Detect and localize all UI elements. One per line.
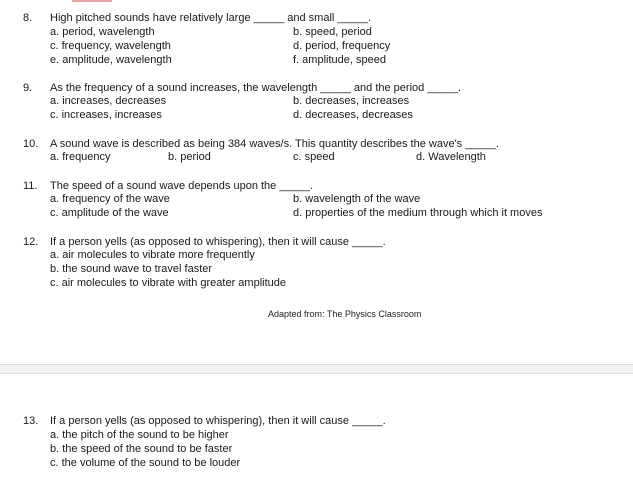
option-a: a. air molecules to vibrate more frequently	[50, 249, 255, 261]
question-stem: As the frequency of a sound increases, the wavelength _____ and the period _____.	[50, 82, 461, 94]
question-stem: A sound wave is described as being 384 waves/s. This quantity describes the wave's _____.	[50, 138, 499, 150]
source-credit: Adapted from: The Physics Classroom	[268, 309, 422, 319]
option-d: d. decreases, decreases	[293, 109, 413, 121]
option-b: b. period	[168, 151, 211, 163]
option-b: b. wavelength of the wave	[293, 193, 421, 205]
option-d: d. period, frequency	[293, 40, 391, 52]
question-stem: The speed of a sound wave depends upon the _____.	[50, 180, 313, 192]
option-c: c. frequency, wavelength	[50, 40, 171, 52]
option-b: b. speed, period	[293, 26, 372, 38]
top-red-mark	[72, 0, 112, 2]
question-stem: If a person yells (as opposed to whispering), then it will cause _____.	[50, 415, 386, 427]
option-b: b. the speed of the sound to be faster	[50, 443, 233, 455]
option-c: c. air molecules to vibrate with greater amplitude	[50, 277, 286, 289]
option-c: c. increases, increases	[50, 109, 162, 121]
question-number: 9.	[23, 82, 33, 94]
question-stem: If a person yells (as opposed to whispering), then it will cause _____.	[50, 236, 386, 248]
question-number: 12.	[23, 236, 39, 248]
option-d: d. properties of the medium through which it moves	[293, 207, 543, 219]
option-b: b. the sound wave to travel faster	[50, 263, 213, 275]
option-f: f. amplitude, speed	[293, 54, 386, 66]
option-a: a. frequency of the wave	[50, 193, 170, 205]
question-number: 10.	[23, 138, 39, 150]
option-c: c. amplitude of the wave	[50, 207, 169, 219]
option-e: e. amplitude, wavelength	[50, 54, 172, 66]
option-a: a. period, wavelength	[50, 26, 155, 38]
option-a: a. increases, decreases	[50, 95, 167, 107]
question-number: 13.	[23, 415, 39, 427]
option-c: c. the volume of the sound to be louder	[50, 457, 241, 469]
question-number: 8.	[23, 12, 33, 24]
page-break	[0, 364, 633, 374]
option-a: a. frequency	[50, 151, 111, 163]
option-b: b. decreases, increases	[293, 95, 410, 107]
option-d: d. Wavelength	[416, 151, 486, 163]
option-c: c. speed	[293, 151, 335, 163]
question-number: 11.	[23, 180, 38, 192]
question-stem: High pitched sounds have relatively large _____ and small _____.	[50, 12, 372, 24]
option-a: a. the pitch of the sound to be higher	[50, 429, 229, 441]
